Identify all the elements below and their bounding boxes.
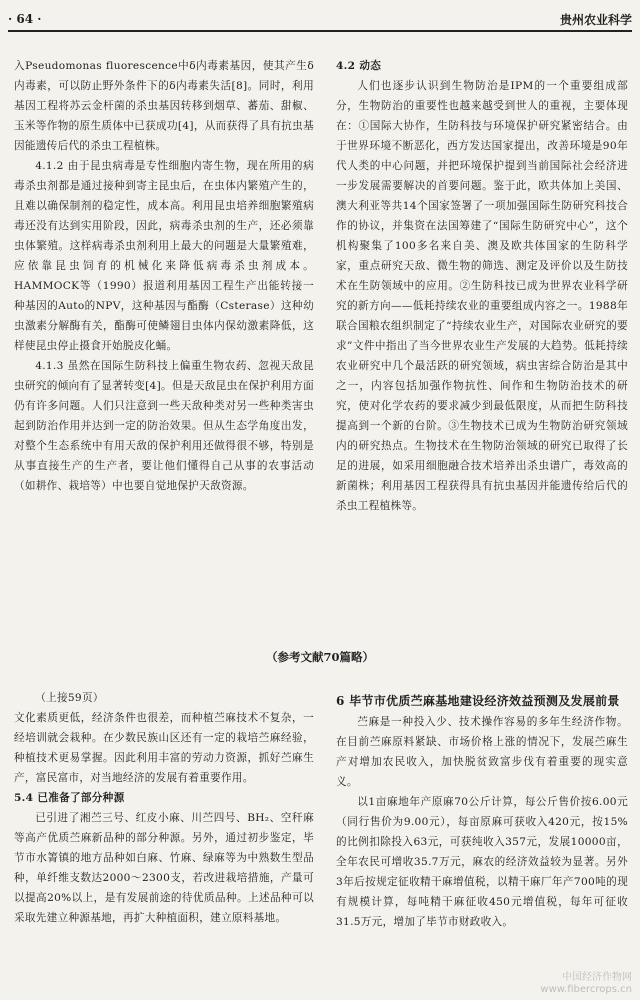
paragraph: 苎麻是一种投入少、技术操作容易的多年生经济作物。在目前苎麻原料紧缺、市场价格上涨的情况下，发展苎麻生产对增加农民收入，加快脱贫致富步伐有着重要的现实意义。 [336,716,628,788]
left-column-top [14,56,314,496]
section-heading: 6 毕节市优质苎麻基地建设经济效益预测及发展前景 [336,694,620,708]
watermark [540,972,632,996]
paragraph: 以1亩麻地年产原麻70公斤计算，每公斤售价按6.00元（同行售价为9.00元），每亩原麻可获收入420元，按15%的比例扣除投入63元，可获纯收入357元，发展10000亩，全年农民可增收35.7万元，麻农的经济效益较为显著。另外3年后按规定征收精干麻增值税，以精干麻厂年产700吨的现有规模计算，每吨精干麻征收450元增值税，每年可征收31.5万元，增加了毕节市财政收入。 [336,796,628,928]
paragraph: 4.1.3 虽然在国际生防科技上偏重生物农药、忽视天敌昆虫研究的倾向有了显著转变[4]。但是天敌昆虫在保护利用方面仍有许多问题。人们只注意到一些天敌种类对另一些种类害虫起到防治作用并达到一定的防治效果。但从生态学角度出发，对整个生态系统中有用天敌的保护利用还做得很不够，特别是从事直接生产的生产者，要让他们懂得自己从事的农事活动（如耕作、栽培等）中也要自觉地保护天敌资源。 [14,360,314,492]
paragraph: 文化素质更低，经济条件也很差，而种植苎麻技术不复杂，一经培训就会栽种。在少数民族山区还有一定的栽培苎麻经验，种植技术更易掌握。因此利用丰富的劳动力资源，抓好苎麻生产，富民富市，对当地经济的发展有着重要作用。 [14,712,314,784]
page-number: · 64 · [8,12,42,26]
continued-note: （上接59页） [35,692,104,704]
left-column-bottom [14,688,314,928]
watermark-line: 中国经济作物网 [562,972,632,983]
right-column-top [336,56,628,516]
paragraph: 4.1.2 由于昆虫病毒是专性细胞内寄生物，现在所用的病毒杀虫剂都是通过接种到寄主昆虫后，在虫体内繁殖产生的，且难以确保制剂的稳定性，成本高。利用昆虫培养细胞繁殖病毒还没有达到实用阶段，因此，病毒杀虫剂的生产，还必须靠虫体繁殖。这样病毒杀虫剂利用上最大的问题是大量繁殖难，应依靠昆虫饲育的机械化来降低病毒杀虫剂成本。HAMMOCK等（1990）报道利用基因工程生产出能转接一种基因的Auto的NPV，这种基因与酯酶（Csterase）这种幼虫激素分解酶有关，酯酶可使鳞翅目虫体内保幼激素降低，这样使昆虫停止摄食开始脱皮化蛹。 [14,160,314,352]
journal-name: 贵州农业科学 [559,12,632,27]
paragraph: 人们也逐步认识到生物防治是IPM的一个重要组成部分，生物防治的重要性也越来越受到世人的重视，主要体现在：①国际大协作，生防科技与环境保护研究紧密结合。由于世界环境不断恶化，西方发达国家提出，改善环境是90年代人类的中心问题，并把环境保护提到当前国际社会经济进一步发展需要解决的首要问题。鉴于此，欧共体加上美国、澳大利亚等共14个国家签署了一项加强国际生防研究科技合作的协议，并集资在法国筹建了“国际生防研究中心”，这个机构聚集了100多名来自美、澳及欧共体国家的生防科学家，重点研究天敌、微生物的筛选、测定及评价以及生防技术在生防领域中的应用。②生防科技已成为世界农业科学研究的新方向——低耗持续农业的重要组成内容之一。1988年联合国粮农组织制定了“持续农业生产，对国际农业研究的要求”文件中指出了当今世界农业生产发展的大趋势。低耗持续农业研究中几个最活跃的研究领域，病虫害综合防治是其中之一，内容包括加强作物抗性、间作和生物防治技术的研究，使对化学农药的要求减少到最低限度，从而把生防科技提高到一个新的台阶。③生物技术已成为生物防治研究领域内的研究热点。生物技术在生物防治领域的研究已取得了长足的进展，如采用细胞融合技术培养出杀虫谱广，毒效高的新菌株；利用基因工程获得具有抗虫基因并能遗传给后代的杀虫工程植株等。 [336,80,628,512]
section-heading: 4.2 动态 [336,60,382,72]
page-header [8,8,632,32]
section-heading: 5.4 已准备了部分种源 [14,792,125,804]
paragraph: 已引进了湘苎三号、红皮小麻、川苎四号、BH₂、空秆麻等高产优质苎麻新品种的部分种源。另外，通过初步鉴定，毕节市水箐镇的地方品种如白麻、竹麻、绿麻等为中熟数生型品种，单纤维支数达2000～2300支，若改进栽培措施，产量可以提高20%以上，是有发展前途的待优质品种。上述品种可以采取先建立种源基地，再扩大种植面积，建立原料基地。 [14,812,314,924]
watermark-url: www.fibercrops.cn [540,984,632,995]
right-column-bottom [336,690,628,932]
references-note: （参考文献70篇略） [265,650,374,664]
paragraph: 入Pseudomonas fluorescence中δ内毒素基因，使其产生δ内毒素，可以防止野外条件下的δ内毒素失活[8]。同时，利用基因工程将苏云金杆菌的杀虫基因转移到烟草、蕃茄、甜椒、玉米等作物的原生质体中已获成功[4]，从而获得了具有抗虫基因能遗传后代的杀虫工程植株。 [14,60,314,152]
